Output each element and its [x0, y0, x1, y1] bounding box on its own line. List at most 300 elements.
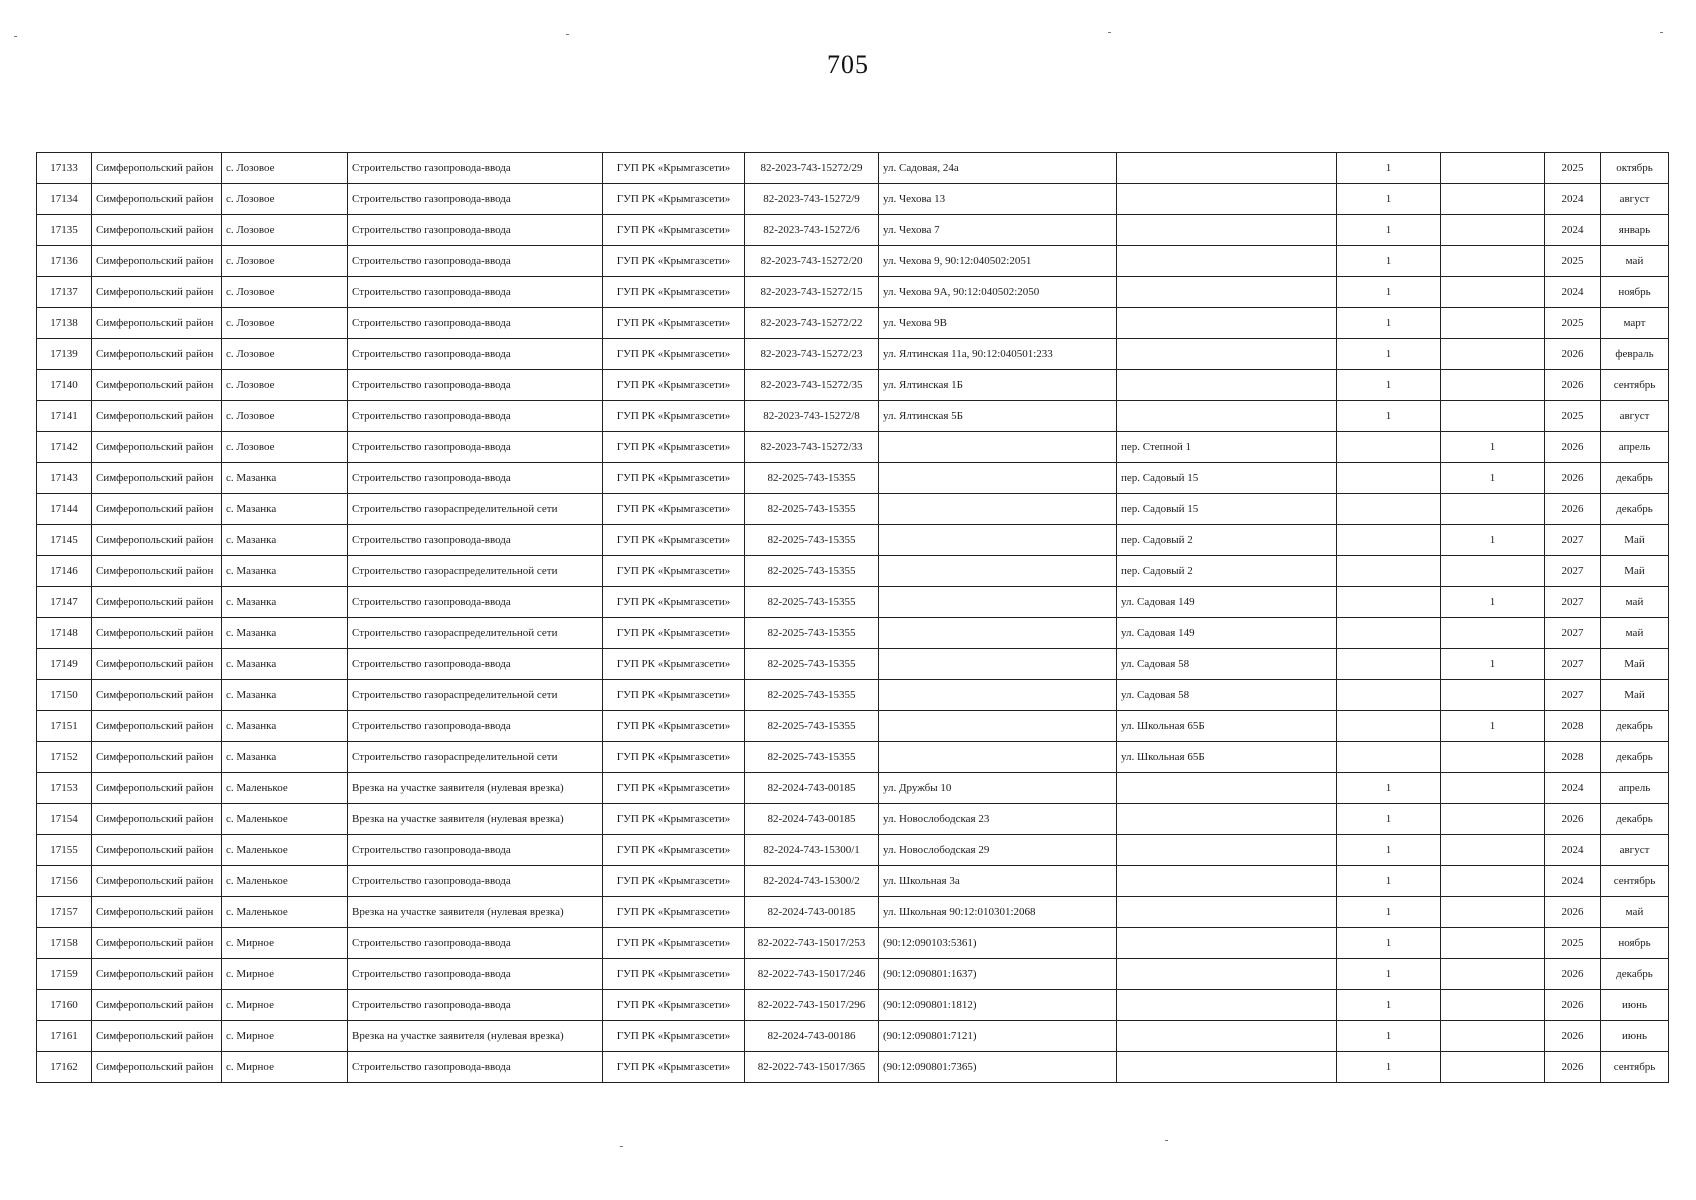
work-type-cell: Строительство газопровода-ввода — [348, 339, 603, 370]
settlement-cell: с. Мазанка — [222, 587, 348, 618]
quantity-cell — [1337, 525, 1441, 556]
row-number-cell: 17150 — [37, 680, 92, 711]
quantity-new-cell — [1441, 339, 1545, 370]
month-cell: сентябрь — [1601, 866, 1669, 897]
quantity-cell: 1 — [1337, 277, 1441, 308]
table-row — [37, 587, 1669, 618]
row-number-cell: 17156 — [37, 866, 92, 897]
table-row — [37, 680, 1669, 711]
quantity-new-cell — [1441, 618, 1545, 649]
year-cell: 2025 — [1545, 308, 1601, 339]
address-new-cell — [1117, 866, 1337, 897]
table-row — [37, 463, 1669, 494]
settlement-cell: с. Маленькое — [222, 835, 348, 866]
settlement-cell: с. Маленькое — [222, 866, 348, 897]
month-cell: март — [1601, 308, 1669, 339]
organization-cell: ГУП РК «Крымгазсети» — [603, 215, 745, 246]
quantity-new-cell — [1441, 804, 1545, 835]
page-number: 705 — [827, 50, 869, 79]
year-cell: 2025 — [1545, 246, 1601, 277]
address-cell: ул. Чехова 13 — [879, 184, 1117, 215]
table-row — [37, 959, 1669, 990]
row-number-cell: 17145 — [37, 525, 92, 556]
organization-cell: ГУП РК «Крымгазсети» — [603, 835, 745, 866]
quantity-cell: 1 — [1337, 866, 1441, 897]
district-cell: Симферопольский район — [92, 308, 222, 339]
settlement-cell: с. Мазанка — [222, 680, 348, 711]
address-new-cell — [1117, 153, 1337, 184]
year-cell: 2024 — [1545, 773, 1601, 804]
district-cell: Симферопольский район — [92, 711, 222, 742]
district-cell: Симферопольский район — [92, 432, 222, 463]
address-new-cell — [1117, 246, 1337, 277]
quantity-cell: 1 — [1337, 1052, 1441, 1083]
contract-number-cell: 82-2024-743-15300/1 — [745, 835, 879, 866]
month-cell: май — [1601, 897, 1669, 928]
district-cell: Симферопольский район — [92, 370, 222, 401]
address-new-cell — [1117, 215, 1337, 246]
work-type-cell: Врезка на участке заявителя (нулевая врезка) — [348, 804, 603, 835]
address-cell — [879, 618, 1117, 649]
address-cell — [879, 587, 1117, 618]
organization-cell: ГУП РК «Крымгазсети» — [603, 184, 745, 215]
year-cell: 2027 — [1545, 649, 1601, 680]
row-number-cell: 17154 — [37, 804, 92, 835]
address-cell — [879, 463, 1117, 494]
quantity-cell: 1 — [1337, 184, 1441, 215]
contract-number-cell: 82-2025-743-15355 — [745, 494, 879, 525]
row-number-cell: 17142 — [37, 432, 92, 463]
year-cell: 2025 — [1545, 153, 1601, 184]
quantity-new-cell — [1441, 990, 1545, 1021]
address-cell: ул. Новослободская 29 — [879, 835, 1117, 866]
scan-speck — [620, 1146, 623, 1147]
year-cell: 2025 — [1545, 401, 1601, 432]
row-number-cell: 17159 — [37, 959, 92, 990]
district-cell: Симферопольский район — [92, 1052, 222, 1083]
table-row — [37, 153, 1669, 184]
district-cell: Симферопольский район — [92, 556, 222, 587]
month-cell: июнь — [1601, 990, 1669, 1021]
address-cell: ул. Чехова 9В — [879, 308, 1117, 339]
row-number-cell: 17133 — [37, 153, 92, 184]
district-cell: Симферопольский район — [92, 618, 222, 649]
row-number-cell: 17143 — [37, 463, 92, 494]
contract-number-cell: 82-2025-743-15355 — [745, 556, 879, 587]
district-cell: Симферопольский район — [92, 153, 222, 184]
quantity-cell — [1337, 432, 1441, 463]
quantity-new-cell — [1441, 928, 1545, 959]
row-number-cell: 17158 — [37, 928, 92, 959]
month-cell: февраль — [1601, 339, 1669, 370]
quantity-new-cell — [1441, 835, 1545, 866]
scan-speck — [566, 34, 569, 35]
settlement-cell: с. Лозовое — [222, 277, 348, 308]
settlement-cell: с. Лозовое — [222, 184, 348, 215]
month-cell: сентябрь — [1601, 1052, 1669, 1083]
month-cell: август — [1601, 835, 1669, 866]
quantity-cell: 1 — [1337, 897, 1441, 928]
address-cell: ул. Ялтинская 11а, 90:12:040501:233 — [879, 339, 1117, 370]
address-new-cell: ул. Школьная 65Б — [1117, 742, 1337, 773]
organization-cell: ГУП РК «Крымгазсети» — [603, 866, 745, 897]
quantity-cell: 1 — [1337, 835, 1441, 866]
district-cell: Симферопольский район — [92, 339, 222, 370]
contract-number-cell: 82-2023-743-15272/6 — [745, 215, 879, 246]
row-number-cell: 17149 — [37, 649, 92, 680]
quantity-new-cell — [1441, 897, 1545, 928]
quantity-cell: 1 — [1337, 308, 1441, 339]
month-cell: август — [1601, 401, 1669, 432]
work-type-cell: Строительство газопровода-ввода — [348, 277, 603, 308]
quantity-new-cell — [1441, 1021, 1545, 1052]
district-cell: Симферопольский район — [92, 742, 222, 773]
address-cell: ул. Чехова 9А, 90:12:040502:2050 — [879, 277, 1117, 308]
table-row — [37, 866, 1669, 897]
month-cell: декабрь — [1601, 742, 1669, 773]
settlement-cell: с. Мазанка — [222, 649, 348, 680]
month-cell: Май — [1601, 680, 1669, 711]
settlement-cell: с. Маленькое — [222, 804, 348, 835]
settlement-cell: с. Мирное — [222, 990, 348, 1021]
address-cell: ул. Школьная 3а — [879, 866, 1117, 897]
district-cell: Симферопольский район — [92, 246, 222, 277]
quantity-new-cell — [1441, 773, 1545, 804]
work-type-cell: Строительство газопровода-ввода — [348, 587, 603, 618]
scan-speck — [1660, 32, 1663, 33]
quantity-new-cell: 1 — [1441, 525, 1545, 556]
table-row — [37, 804, 1669, 835]
district-cell: Симферопольский район — [92, 1021, 222, 1052]
organization-cell: ГУП РК «Крымгазсети» — [603, 897, 745, 928]
table-row — [37, 184, 1669, 215]
settlement-cell: с. Мирное — [222, 1052, 348, 1083]
year-cell: 2026 — [1545, 1052, 1601, 1083]
quantity-cell: 1 — [1337, 153, 1441, 184]
address-new-cell — [1117, 1052, 1337, 1083]
address-new-cell: ул. Школьная 65Б — [1117, 711, 1337, 742]
month-cell: июнь — [1601, 1021, 1669, 1052]
district-cell: Симферопольский район — [92, 866, 222, 897]
address-new-cell: ул. Садовая 149 — [1117, 618, 1337, 649]
month-cell: апрель — [1601, 432, 1669, 463]
quantity-cell: 1 — [1337, 804, 1441, 835]
quantity-cell — [1337, 618, 1441, 649]
contract-number-cell: 82-2025-743-15355 — [745, 649, 879, 680]
address-cell: ул. Ялтинская 5Б — [879, 401, 1117, 432]
address-cell — [879, 525, 1117, 556]
organization-cell: ГУП РК «Крымгазсети» — [603, 370, 745, 401]
address-cell: ул. Ялтинская 1Б — [879, 370, 1117, 401]
quantity-new-cell — [1441, 370, 1545, 401]
work-type-cell: Строительство газопровода-ввода — [348, 432, 603, 463]
address-new-cell — [1117, 990, 1337, 1021]
address-cell: ул. Новослободская 23 — [879, 804, 1117, 835]
quantity-cell: 1 — [1337, 959, 1441, 990]
organization-cell: ГУП РК «Крымгазсети» — [603, 711, 745, 742]
month-cell: Май — [1601, 556, 1669, 587]
month-cell: декабрь — [1601, 804, 1669, 835]
organization-cell: ГУП РК «Крымгазсети» — [603, 556, 745, 587]
organization-cell: ГУП РК «Крымгазсети» — [603, 401, 745, 432]
row-number-cell: 17137 — [37, 277, 92, 308]
table-row — [37, 928, 1669, 959]
organization-cell: ГУП РК «Крымгазсети» — [603, 928, 745, 959]
address-cell — [879, 556, 1117, 587]
organization-cell: ГУП РК «Крымгазсети» — [603, 308, 745, 339]
month-cell: октябрь — [1601, 153, 1669, 184]
organization-cell: ГУП РК «Крымгазсети» — [603, 804, 745, 835]
year-cell: 2027 — [1545, 587, 1601, 618]
work-type-cell: Строительство газопровода-ввода — [348, 835, 603, 866]
year-cell: 2026 — [1545, 804, 1601, 835]
contract-number-cell: 82-2024-743-15300/2 — [745, 866, 879, 897]
table-row — [37, 1052, 1669, 1083]
settlement-cell: с. Мазанка — [222, 742, 348, 773]
organization-cell: ГУП РК «Крымгазсети» — [603, 1021, 745, 1052]
year-cell: 2026 — [1545, 990, 1601, 1021]
address-new-cell — [1117, 401, 1337, 432]
contract-number-cell: 82-2023-743-15272/33 — [745, 432, 879, 463]
organization-cell: ГУП РК «Крымгазсети» — [603, 494, 745, 525]
address-new-cell: пер. Садовый 15 — [1117, 494, 1337, 525]
quantity-cell: 1 — [1337, 339, 1441, 370]
year-cell: 2028 — [1545, 742, 1601, 773]
address-new-cell — [1117, 959, 1337, 990]
row-number-cell: 17138 — [37, 308, 92, 339]
work-type-cell: Строительство газопровода-ввода — [348, 990, 603, 1021]
quantity-new-cell — [1441, 401, 1545, 432]
quantity-cell — [1337, 463, 1441, 494]
table-row — [37, 742, 1669, 773]
work-type-cell: Строительство газопровода-ввода — [348, 308, 603, 339]
address-new-cell: пер. Садовый 2 — [1117, 556, 1337, 587]
quantity-cell: 1 — [1337, 401, 1441, 432]
settlement-cell: с. Лозовое — [222, 401, 348, 432]
row-number-cell: 17140 — [37, 370, 92, 401]
table-row — [37, 649, 1669, 680]
settlement-cell: с. Лозовое — [222, 308, 348, 339]
month-cell: май — [1601, 246, 1669, 277]
organization-cell: ГУП РК «Крымгазсети» — [603, 773, 745, 804]
address-new-cell — [1117, 184, 1337, 215]
month-cell: декабрь — [1601, 463, 1669, 494]
settlement-cell: с. Мирное — [222, 928, 348, 959]
row-number-cell: 17160 — [37, 990, 92, 1021]
row-number-cell: 17162 — [37, 1052, 92, 1083]
quantity-new-cell — [1441, 215, 1545, 246]
table-row — [37, 525, 1669, 556]
settlement-cell: с. Лозовое — [222, 153, 348, 184]
settlement-cell: с. Лозовое — [222, 246, 348, 277]
month-cell: май — [1601, 587, 1669, 618]
quantity-new-cell — [1441, 277, 1545, 308]
row-number-cell: 17141 — [37, 401, 92, 432]
table-row — [37, 370, 1669, 401]
work-type-cell: Строительство газопровода-ввода — [348, 215, 603, 246]
row-number-cell: 17136 — [37, 246, 92, 277]
address-cell: ул. Дружбы 10 — [879, 773, 1117, 804]
address-cell: ул. Чехова 7 — [879, 215, 1117, 246]
year-cell: 2026 — [1545, 959, 1601, 990]
address-new-cell — [1117, 308, 1337, 339]
year-cell: 2026 — [1545, 1021, 1601, 1052]
quantity-cell: 1 — [1337, 1021, 1441, 1052]
address-cell — [879, 494, 1117, 525]
work-type-cell: Строительство газопровода-ввода — [348, 866, 603, 897]
address-new-cell — [1117, 897, 1337, 928]
address-new-cell — [1117, 1021, 1337, 1052]
month-cell: апрель — [1601, 773, 1669, 804]
address-cell: ул. Садовая, 24а — [879, 153, 1117, 184]
table-row — [37, 990, 1669, 1021]
quantity-new-cell — [1441, 1052, 1545, 1083]
district-cell: Симферопольский район — [92, 494, 222, 525]
table-row — [37, 277, 1669, 308]
address-cell — [879, 680, 1117, 711]
row-number-cell: 17147 — [37, 587, 92, 618]
organization-cell: ГУП РК «Крымгазсети» — [603, 990, 745, 1021]
address-cell — [879, 649, 1117, 680]
work-type-cell: Строительство газопровода-ввода — [348, 1052, 603, 1083]
year-cell: 2027 — [1545, 525, 1601, 556]
quantity-new-cell: 1 — [1441, 711, 1545, 742]
district-cell: Симферопольский район — [92, 773, 222, 804]
month-cell: ноябрь — [1601, 928, 1669, 959]
address-cell: (90:12:090801:1812) — [879, 990, 1117, 1021]
settlement-cell: с. Мазанка — [222, 711, 348, 742]
quantity-cell: 1 — [1337, 370, 1441, 401]
table-row — [37, 246, 1669, 277]
address-new-cell — [1117, 339, 1337, 370]
contract-number-cell: 82-2024-743-00185 — [745, 897, 879, 928]
contract-number-cell: 82-2024-743-00186 — [745, 1021, 879, 1052]
district-cell: Симферопольский район — [92, 215, 222, 246]
work-type-cell: Строительство газораспределительной сети — [348, 618, 603, 649]
row-number-cell: 17144 — [37, 494, 92, 525]
month-cell: Май — [1601, 525, 1669, 556]
work-type-cell: Строительство газопровода-ввода — [348, 525, 603, 556]
work-type-cell: Строительство газопровода-ввода — [348, 711, 603, 742]
contract-number-cell: 82-2025-743-15355 — [745, 680, 879, 711]
contract-number-cell: 82-2022-743-15017/365 — [745, 1052, 879, 1083]
work-type-cell: Строительство газопровода-ввода — [348, 928, 603, 959]
work-type-cell: Строительство газопровода-ввода — [348, 153, 603, 184]
address-new-cell: пер. Садовый 15 — [1117, 463, 1337, 494]
work-type-cell: Строительство газораспределительной сети — [348, 680, 603, 711]
organization-cell: ГУП РК «Крымгазсети» — [603, 432, 745, 463]
month-cell: декабрь — [1601, 711, 1669, 742]
contract-number-cell: 82-2023-743-15272/20 — [745, 246, 879, 277]
month-cell: май — [1601, 618, 1669, 649]
table-row — [37, 401, 1669, 432]
settlement-cell: с. Мирное — [222, 959, 348, 990]
quantity-cell — [1337, 742, 1441, 773]
row-number-cell: 17161 — [37, 1021, 92, 1052]
quantity-new-cell — [1441, 308, 1545, 339]
settlement-cell: с. Мазанка — [222, 463, 348, 494]
address-cell — [879, 711, 1117, 742]
address-new-cell: ул. Садовая 58 — [1117, 680, 1337, 711]
organization-cell: ГУП РК «Крымгазсети» — [603, 339, 745, 370]
work-type-cell: Строительство газораспределительной сети — [348, 494, 603, 525]
settlement-cell: с. Мазанка — [222, 556, 348, 587]
quantity-cell — [1337, 556, 1441, 587]
row-number-cell: 17157 — [37, 897, 92, 928]
work-type-cell: Врезка на участке заявителя (нулевая врезка) — [348, 897, 603, 928]
quantity-new-cell — [1441, 153, 1545, 184]
address-cell: (90:12:090801:7365) — [879, 1052, 1117, 1083]
address-new-cell: ул. Садовая 149 — [1117, 587, 1337, 618]
address-new-cell — [1117, 804, 1337, 835]
address-new-cell — [1117, 773, 1337, 804]
quantity-cell: 1 — [1337, 246, 1441, 277]
table-row — [37, 215, 1669, 246]
month-cell: ноябрь — [1601, 277, 1669, 308]
table-row — [37, 432, 1669, 463]
year-cell: 2026 — [1545, 494, 1601, 525]
quantity-cell: 1 — [1337, 990, 1441, 1021]
district-cell: Симферопольский район — [92, 525, 222, 556]
address-new-cell: пер. Степной 1 — [1117, 432, 1337, 463]
district-cell: Симферопольский район — [92, 990, 222, 1021]
year-cell: 2026 — [1545, 339, 1601, 370]
work-type-cell: Строительство газораспределительной сети — [348, 556, 603, 587]
month-cell: август — [1601, 184, 1669, 215]
district-cell: Симферопольский район — [92, 587, 222, 618]
contract-number-cell: 82-2025-743-15355 — [745, 525, 879, 556]
year-cell: 2024 — [1545, 277, 1601, 308]
quantity-new-cell: 1 — [1441, 587, 1545, 618]
year-cell: 2024 — [1545, 184, 1601, 215]
settlement-cell: с. Лозовое — [222, 339, 348, 370]
year-cell: 2027 — [1545, 618, 1601, 649]
row-number-cell: 17152 — [37, 742, 92, 773]
contract-number-cell: 82-2023-743-15272/29 — [745, 153, 879, 184]
month-cell: январь — [1601, 215, 1669, 246]
quantity-cell — [1337, 494, 1441, 525]
year-cell: 2027 — [1545, 680, 1601, 711]
district-cell: Симферопольский район — [92, 649, 222, 680]
district-cell: Симферопольский район — [92, 277, 222, 308]
contract-number-cell: 82-2022-743-15017/246 — [745, 959, 879, 990]
organization-cell: ГУП РК «Крымгазсети» — [603, 463, 745, 494]
district-cell: Симферопольский район — [92, 804, 222, 835]
contract-number-cell: 82-2023-743-15272/23 — [745, 339, 879, 370]
row-number-cell: 17151 — [37, 711, 92, 742]
work-type-cell: Строительство газопровода-ввода — [348, 401, 603, 432]
year-cell: 2024 — [1545, 866, 1601, 897]
row-number-cell: 17153 — [37, 773, 92, 804]
contract-number-cell: 82-2023-743-15272/8 — [745, 401, 879, 432]
settlement-cell: с. Маленькое — [222, 773, 348, 804]
contract-number-cell: 82-2023-743-15272/35 — [745, 370, 879, 401]
year-cell: 2028 — [1545, 711, 1601, 742]
month-cell: декабрь — [1601, 959, 1669, 990]
contract-number-cell: 82-2023-743-15272/9 — [745, 184, 879, 215]
table-row — [37, 1021, 1669, 1052]
work-type-cell: Строительство газораспределительной сети — [348, 742, 603, 773]
month-cell: сентябрь — [1601, 370, 1669, 401]
settlement-cell: с. Лозовое — [222, 370, 348, 401]
quantity-new-cell: 1 — [1441, 463, 1545, 494]
settlement-cell: с. Лозовое — [222, 215, 348, 246]
quantity-cell — [1337, 649, 1441, 680]
contract-number-cell: 82-2022-743-15017/253 — [745, 928, 879, 959]
table-row — [37, 339, 1669, 370]
organization-cell: ГУП РК «Крымгазсети» — [603, 1052, 745, 1083]
year-cell: 2026 — [1545, 463, 1601, 494]
